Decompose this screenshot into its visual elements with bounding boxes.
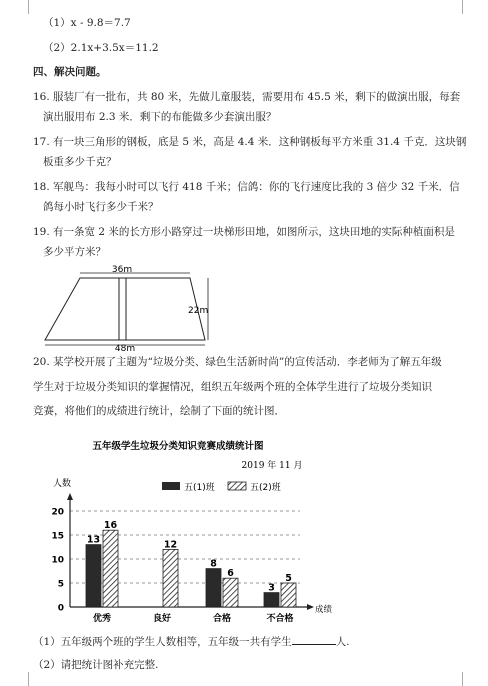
height-label: 22m [188, 306, 209, 316]
bar-class-1 [86, 545, 101, 607]
question-19-line-2: 多少平方米？ [43, 246, 106, 258]
question-17-line-1: 17. 有一块三角形的钢板，底是 5 米，高是 4.4 米．这种钢板每平方米重 31.4 千克．这块钢 [33, 136, 467, 148]
bar-value-label: 3 [268, 582, 275, 594]
question-20-line-3: 竞赛，将他们的成绩进行统计，绘制了下面的统计图． [33, 405, 285, 417]
bar-class-1 [264, 593, 279, 607]
question-18-line-1: 18. 军舰鸟：我每小时可以飞行 418 千米；信鸽：你的飞行速度比我的 3 倍少 32 千米．信 [33, 181, 460, 193]
bar-class-2 [163, 549, 178, 607]
y-tick-label: 15 [51, 531, 64, 542]
corner-mark-bottom-right [462, 672, 463, 686]
equation-2: （2）2.1x+3.5x＝11.2 [43, 42, 159, 54]
x-tick-label: 合格 [212, 614, 232, 624]
x-tick-label: 优秀 [92, 614, 112, 624]
bar-value-label: 12 [163, 539, 178, 551]
corner-mark-left [28, 0, 29, 14]
legend-swatch-class-1 [162, 482, 180, 490]
bottom-length-label: 48m [114, 344, 136, 352]
y-tick-label: 20 [51, 507, 64, 518]
question-16-line-1: 16. 服装厂有一批布，共 80 米，先做儿童服装，需要用布 45.5 米，剩下的做演出服，每套 [33, 91, 461, 103]
bar-value-label: 5 [285, 573, 292, 584]
question-18-line-2: 鸽每小时飞行多少千米？ [43, 201, 159, 213]
bar-class-2 [281, 583, 296, 607]
bar-value-label: 6 [227, 568, 234, 580]
equation-1: （1）x - 9.8＝7.7 [43, 17, 131, 29]
question-17-line-2: 板重多少千克？ [43, 156, 117, 168]
x-tick-label: 不合格 [266, 614, 294, 624]
x-axis-label: 成绩 [315, 605, 333, 615]
chart-title: 五年级学生垃圾分类知识竞赛成绩统计图 [92, 441, 264, 452]
bar-value-label: 13 [86, 534, 101, 546]
answer-blank[interactable] [292, 634, 336, 645]
x-axis-arrow [307, 604, 314, 610]
bar-class-2 [223, 578, 238, 607]
bar-class-1 [206, 569, 221, 607]
sub-question-1-text: （1）五年级两个班的学生人数相等，五年级一共有学生 [33, 636, 292, 648]
chart-subtitle: 2019 年 11 月 [241, 461, 303, 471]
y-axis-arrow [67, 493, 73, 500]
y-axis-label: 人数 [53, 479, 72, 489]
y-tick-label: 5 [57, 579, 64, 590]
corner-mark-right [462, 0, 463, 14]
question-16-line-2: 演出服用布 2.3 米．剩下的布能做多少套演出服？ [43, 111, 277, 123]
bar-value-label: 16 [103, 520, 118, 532]
legend-label-class-1: 五(1)班 [184, 483, 215, 493]
trapezoid-diagram [40, 262, 220, 352]
bar-class-2 [103, 530, 118, 607]
y-tick-label: 10 [51, 555, 64, 566]
question-20-line-2: 学生对于垃圾分类知识的掌握情况，组织五年级两个班的全体学生进行了垃圾分类知识 [33, 381, 432, 393]
path-strip [119, 278, 126, 340]
sub-question-1 [33, 634, 350, 649]
question-19-line-1: 19. 有一条宽 2 米的长方形小路穿过一块梯形田地，如图所示，这块田地的实际种植面积是 [33, 226, 455, 238]
corner-mark-bottom-left [28, 672, 29, 686]
section-title: 四、解决问题。 [33, 66, 107, 78]
legend-swatch-class-2 [228, 482, 246, 490]
sub-question-1-end: 人. [335, 636, 350, 648]
x-tick-label: 良好 [152, 614, 172, 624]
sub-question-2: （2）请把统计图补充完整. [33, 659, 159, 671]
top-length-label: 36m [111, 265, 133, 275]
bar-value-label: 8 [210, 558, 217, 570]
legend-label-class-2: 五(2)班 [250, 483, 281, 493]
y-tick-label: 0 [57, 603, 64, 614]
question-20-line-1: 20. 某学校开展了主题为“垃圾分类、绿色生活新时尚”的宣传活动．李老师为了解五年级 [33, 356, 442, 368]
bar-chart [40, 435, 340, 625]
